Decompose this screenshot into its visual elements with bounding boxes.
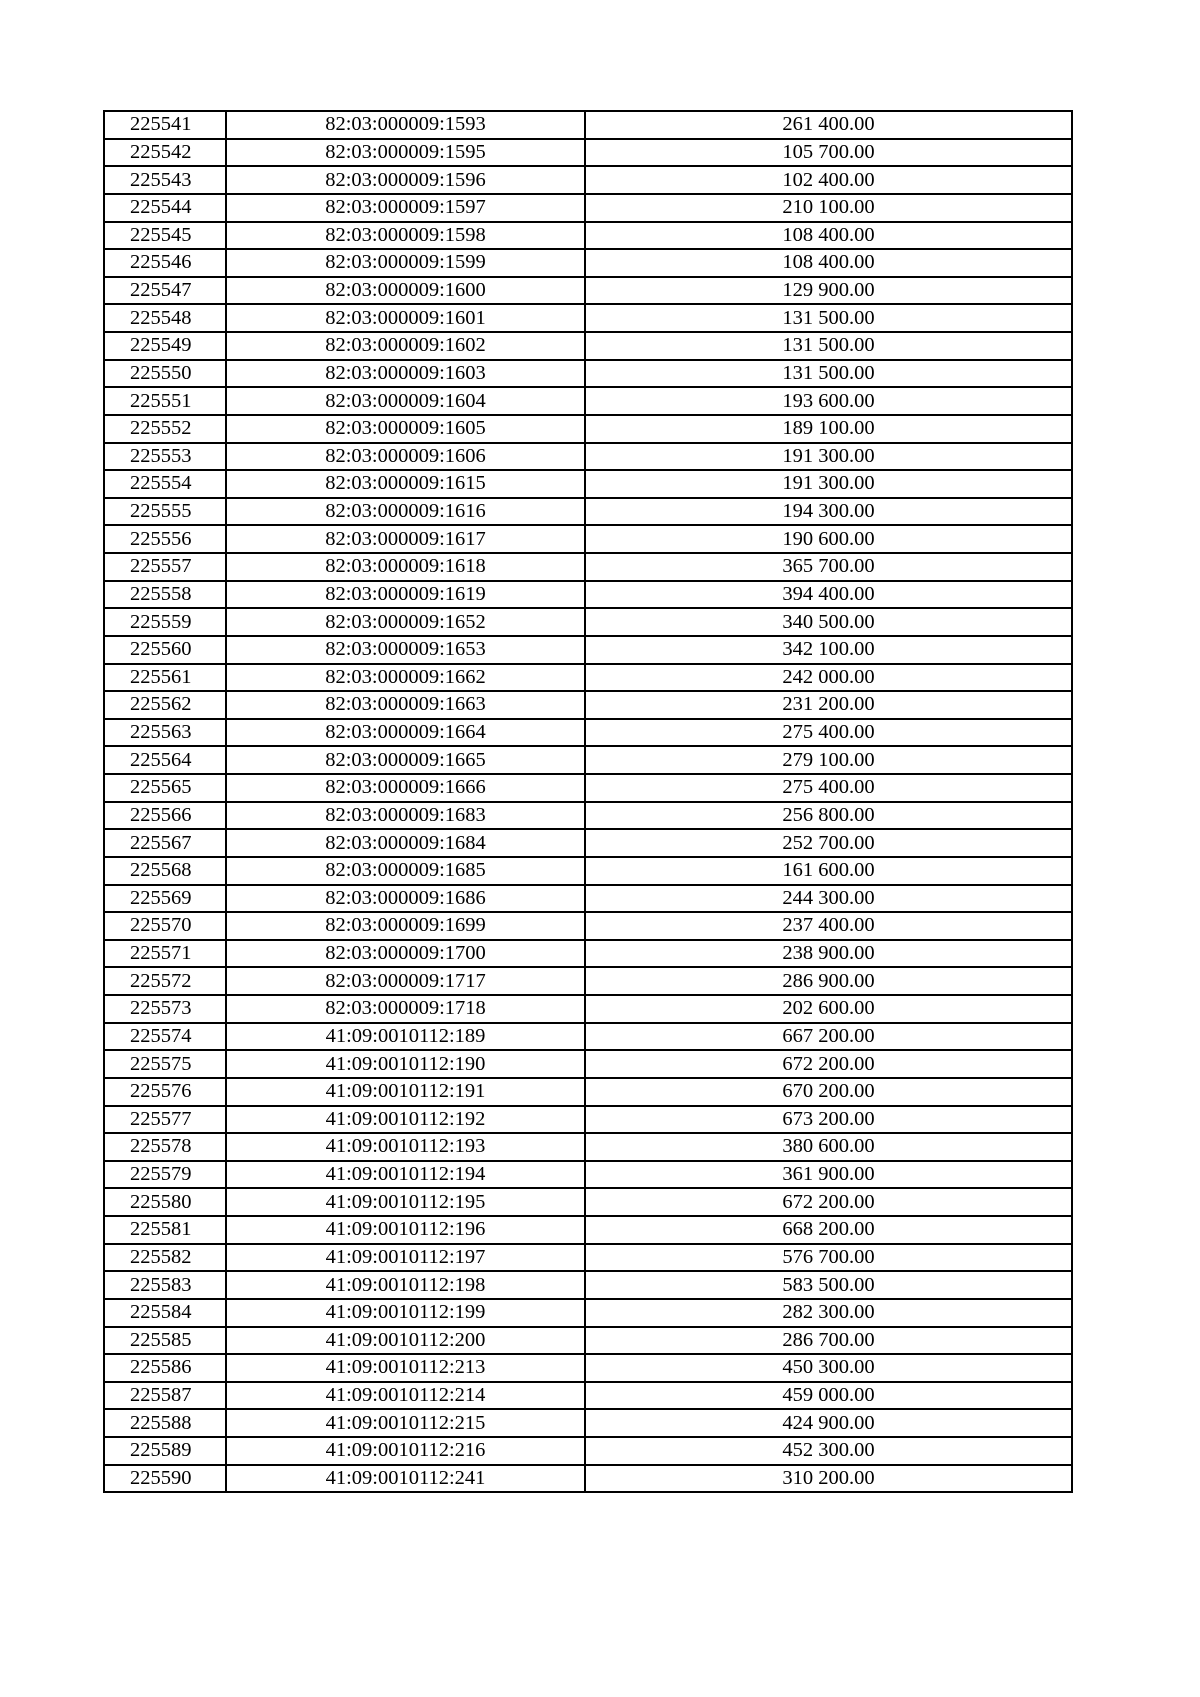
cadastral-value-cell: 105 700.00	[585, 139, 1072, 167]
row-number-cell: 225577	[104, 1106, 226, 1134]
table-row	[104, 249, 1072, 277]
table-row	[104, 774, 1072, 802]
cadastral-value-cell: 237 400.00	[585, 912, 1072, 940]
table-row	[104, 967, 1072, 995]
cadastral-number-cell: 82:03:000009:1602	[226, 332, 585, 360]
cadastral-value-cell: 275 400.00	[585, 719, 1072, 747]
row-number-cell: 225575	[104, 1050, 226, 1078]
cadastral-value-cell: 286 700.00	[585, 1327, 1072, 1355]
cadastral-number-cell: 82:03:000009:1597	[226, 194, 585, 222]
cadastral-number-cell: 82:03:000009:1616	[226, 498, 585, 526]
row-number-cell: 225550	[104, 360, 226, 388]
table-row	[104, 1382, 1072, 1410]
cadastral-number-cell: 82:03:000009:1699	[226, 912, 585, 940]
cadastral-number-cell: 82:03:000009:1593	[226, 111, 585, 139]
cadastral-number-cell: 82:03:000009:1653	[226, 636, 585, 664]
row-number-cell: 225584	[104, 1299, 226, 1327]
row-number-cell: 225585	[104, 1327, 226, 1355]
cadastral-value-cell: 242 000.00	[585, 664, 1072, 692]
cadastral-value-cell: 380 600.00	[585, 1133, 1072, 1161]
table-row	[104, 885, 1072, 913]
row-number-cell: 225568	[104, 857, 226, 885]
cadastral-value-cell: 191 300.00	[585, 443, 1072, 471]
cadastral-value-cell: 286 900.00	[585, 967, 1072, 995]
table-row	[104, 525, 1072, 553]
table-row	[104, 553, 1072, 581]
cadastral-number-cell: 82:03:000009:1652	[226, 608, 585, 636]
row-number-cell: 225581	[104, 1216, 226, 1244]
table-row	[104, 332, 1072, 360]
cadastral-value-cell: 667 200.00	[585, 1023, 1072, 1051]
cadastral-number-cell: 41:09:0010112:215	[226, 1409, 585, 1437]
row-number-cell: 225561	[104, 664, 226, 692]
row-number-cell: 225544	[104, 194, 226, 222]
row-number-cell: 225556	[104, 525, 226, 553]
cadastral-number-cell: 41:09:0010112:190	[226, 1050, 585, 1078]
table-row	[104, 746, 1072, 774]
cadastral-value-cell: 394 400.00	[585, 581, 1072, 609]
table-row	[104, 415, 1072, 443]
row-number-cell: 225564	[104, 746, 226, 774]
row-number-cell: 225541	[104, 111, 226, 139]
table-row	[104, 1409, 1072, 1437]
table-row	[104, 194, 1072, 222]
cadastral-number-cell: 41:09:0010112:192	[226, 1106, 585, 1134]
row-number-cell: 225588	[104, 1409, 226, 1437]
cadastral-value-cell: 310 200.00	[585, 1465, 1072, 1493]
cadastral-value-cell: 190 600.00	[585, 525, 1072, 553]
row-number-cell: 225562	[104, 691, 226, 719]
row-number-cell: 225570	[104, 912, 226, 940]
cadastral-value-cell: 576 700.00	[585, 1244, 1072, 1272]
row-number-cell: 225572	[104, 967, 226, 995]
cadastral-number-cell: 82:03:000009:1664	[226, 719, 585, 747]
cadastral-value-cell: 194 300.00	[585, 498, 1072, 526]
row-number-cell: 225553	[104, 443, 226, 471]
cadastral-value-cell: 108 400.00	[585, 222, 1072, 250]
cadastral-value-cell: 342 100.00	[585, 636, 1072, 664]
cadastral-number-cell: 82:03:000009:1596	[226, 166, 585, 194]
table-row	[104, 912, 1072, 940]
row-number-cell: 225567	[104, 829, 226, 857]
cadastral-value-cell: 672 200.00	[585, 1050, 1072, 1078]
cadastral-number-cell: 82:03:000009:1605	[226, 415, 585, 443]
table-row	[104, 995, 1072, 1023]
row-number-cell: 225566	[104, 802, 226, 830]
cadastral-value-cell: 424 900.00	[585, 1409, 1072, 1437]
cadastral-number-cell: 82:03:000009:1619	[226, 581, 585, 609]
cadastral-number-cell: 82:03:000009:1700	[226, 940, 585, 968]
cadastral-value-cell: 191 300.00	[585, 470, 1072, 498]
cadastral-number-cell: 82:03:000009:1686	[226, 885, 585, 913]
row-number-cell: 225543	[104, 166, 226, 194]
cadastral-number-cell: 41:09:0010112:197	[226, 1244, 585, 1272]
cadastral-value-cell: 129 900.00	[585, 277, 1072, 305]
cadastral-value-cell: 131 500.00	[585, 332, 1072, 360]
cadastral-number-cell: 82:03:000009:1598	[226, 222, 585, 250]
cadastral-number-cell: 41:09:0010112:196	[226, 1216, 585, 1244]
cadastral-number-cell: 82:03:000009:1595	[226, 139, 585, 167]
table-row	[104, 1437, 1072, 1465]
row-number-cell: 225574	[104, 1023, 226, 1051]
cadastral-value-cell: 231 200.00	[585, 691, 1072, 719]
cadastral-value-cell: 131 500.00	[585, 360, 1072, 388]
cadastral-value-cell: 102 400.00	[585, 166, 1072, 194]
cadastral-value-cell: 238 900.00	[585, 940, 1072, 968]
table-row	[104, 1271, 1072, 1299]
table-row	[104, 111, 1072, 139]
cadastral-number-cell: 41:09:0010112:193	[226, 1133, 585, 1161]
row-number-cell: 225549	[104, 332, 226, 360]
cadastral-value-cell: 256 800.00	[585, 802, 1072, 830]
table-row	[104, 691, 1072, 719]
cadastral-value-cell: 244 300.00	[585, 885, 1072, 913]
row-number-cell: 225559	[104, 608, 226, 636]
row-number-cell: 225552	[104, 415, 226, 443]
cadastral-value-cell: 365 700.00	[585, 553, 1072, 581]
cadastral-value-cell: 668 200.00	[585, 1216, 1072, 1244]
row-number-cell: 225576	[104, 1078, 226, 1106]
cadastral-number-cell: 41:09:0010112:200	[226, 1327, 585, 1355]
table-row	[104, 360, 1072, 388]
row-number-cell: 225558	[104, 581, 226, 609]
table-row	[104, 470, 1072, 498]
row-number-cell: 225579	[104, 1161, 226, 1189]
table-row	[104, 498, 1072, 526]
cadastral-value-cell: 673 200.00	[585, 1106, 1072, 1134]
cadastral-value-cell: 202 600.00	[585, 995, 1072, 1023]
row-number-cell: 225551	[104, 387, 226, 415]
cadastral-value-cell: 252 700.00	[585, 829, 1072, 857]
cadastral-number-cell: 82:03:000009:1606	[226, 443, 585, 471]
row-number-cell: 225547	[104, 277, 226, 305]
table-row	[104, 1465, 1072, 1493]
table-row	[104, 829, 1072, 857]
table-row	[104, 857, 1072, 885]
cadastral-value-cell: 261 400.00	[585, 111, 1072, 139]
cadastral-value-cell: 193 600.00	[585, 387, 1072, 415]
row-number-cell: 225569	[104, 885, 226, 913]
table-row	[104, 1023, 1072, 1051]
cadastral-value-cell: 340 500.00	[585, 608, 1072, 636]
table-row	[104, 1188, 1072, 1216]
row-number-cell: 225555	[104, 498, 226, 526]
table-row	[104, 1133, 1072, 1161]
cadastral-value-cell: 210 100.00	[585, 194, 1072, 222]
cadastral-value-cell: 161 600.00	[585, 857, 1072, 885]
cadastral-value-cell: 279 100.00	[585, 746, 1072, 774]
row-number-cell: 225582	[104, 1244, 226, 1272]
cadastral-number-cell: 41:09:0010112:198	[226, 1271, 585, 1299]
cadastral-value-cell: 189 100.00	[585, 415, 1072, 443]
cadastral-number-cell: 82:03:000009:1662	[226, 664, 585, 692]
cadastral-number-cell: 41:09:0010112:189	[226, 1023, 585, 1051]
cadastral-number-cell: 82:03:000009:1683	[226, 802, 585, 830]
table-row	[104, 664, 1072, 692]
cadastral-number-cell: 82:03:000009:1685	[226, 857, 585, 885]
cadastral-number-cell: 82:03:000009:1600	[226, 277, 585, 305]
row-number-cell: 225583	[104, 1271, 226, 1299]
table-row	[104, 608, 1072, 636]
cadastral-value-cell: 131 500.00	[585, 304, 1072, 332]
cadastral-number-cell: 82:03:000009:1666	[226, 774, 585, 802]
table-row	[104, 802, 1072, 830]
table-row	[104, 1078, 1072, 1106]
row-number-cell: 225563	[104, 719, 226, 747]
table-row	[104, 139, 1072, 167]
cadastral-number-cell: 82:03:000009:1663	[226, 691, 585, 719]
table-row	[104, 1161, 1072, 1189]
row-number-cell: 225545	[104, 222, 226, 250]
cadastral-number-cell: 41:09:0010112:214	[226, 1382, 585, 1410]
table-row	[104, 1050, 1072, 1078]
table-body	[104, 111, 1072, 1492]
cadastral-number-cell: 82:03:000009:1717	[226, 967, 585, 995]
cadastral-number-cell: 82:03:000009:1684	[226, 829, 585, 857]
cadastral-value-cell: 282 300.00	[585, 1299, 1072, 1327]
table-row	[104, 304, 1072, 332]
row-number-cell: 225578	[104, 1133, 226, 1161]
table-row	[104, 719, 1072, 747]
table-row	[104, 1106, 1072, 1134]
table-row	[104, 940, 1072, 968]
row-number-cell: 225590	[104, 1465, 226, 1493]
table-row	[104, 1354, 1072, 1382]
cadastral-value-cell: 670 200.00	[585, 1078, 1072, 1106]
table-row	[104, 277, 1072, 305]
cadastral-value-cell: 452 300.00	[585, 1437, 1072, 1465]
row-number-cell: 225557	[104, 553, 226, 581]
cadastral-number-cell: 82:03:000009:1601	[226, 304, 585, 332]
cadastral-number-cell: 41:09:0010112:194	[226, 1161, 585, 1189]
row-number-cell: 225589	[104, 1437, 226, 1465]
cadastral-number-cell: 82:03:000009:1599	[226, 249, 585, 277]
cadastral-number-cell: 41:09:0010112:213	[226, 1354, 585, 1382]
table-row	[104, 581, 1072, 609]
table-row	[104, 1299, 1072, 1327]
row-number-cell: 225546	[104, 249, 226, 277]
cadastral-number-cell: 82:03:000009:1603	[226, 360, 585, 388]
cadastral-value-cell: 361 900.00	[585, 1161, 1072, 1189]
row-number-cell: 225580	[104, 1188, 226, 1216]
row-number-cell: 225587	[104, 1382, 226, 1410]
table-row	[104, 166, 1072, 194]
cadastral-number-cell: 82:03:000009:1618	[226, 553, 585, 581]
cadastral-value-cell: 672 200.00	[585, 1188, 1072, 1216]
row-number-cell: 225573	[104, 995, 226, 1023]
row-number-cell: 225565	[104, 774, 226, 802]
row-number-cell: 225554	[104, 470, 226, 498]
cadastral-number-cell: 82:03:000009:1718	[226, 995, 585, 1023]
table-row	[104, 222, 1072, 250]
cadastral-value-cell: 450 300.00	[585, 1354, 1072, 1382]
cadastral-number-cell: 41:09:0010112:216	[226, 1437, 585, 1465]
cadastral-value-cell: 459 000.00	[585, 1382, 1072, 1410]
cadastral-number-cell: 41:09:0010112:241	[226, 1465, 585, 1493]
cadastral-number-cell: 82:03:000009:1665	[226, 746, 585, 774]
table-row	[104, 1216, 1072, 1244]
row-number-cell: 225586	[104, 1354, 226, 1382]
row-number-cell: 225548	[104, 304, 226, 332]
cadastral-number-cell: 41:09:0010112:195	[226, 1188, 585, 1216]
row-number-cell: 225560	[104, 636, 226, 664]
cadastral-value-table	[103, 110, 1073, 1493]
cadastral-number-cell: 82:03:000009:1617	[226, 525, 585, 553]
cadastral-number-cell: 82:03:000009:1615	[226, 470, 585, 498]
cadastral-value-cell: 275 400.00	[585, 774, 1072, 802]
table-row	[104, 1327, 1072, 1355]
cadastral-value-cell: 108 400.00	[585, 249, 1072, 277]
row-number-cell: 225542	[104, 139, 226, 167]
table-row	[104, 1244, 1072, 1272]
table-row	[104, 387, 1072, 415]
cadastral-number-cell: 41:09:0010112:191	[226, 1078, 585, 1106]
row-number-cell: 225571	[104, 940, 226, 968]
table-row	[104, 636, 1072, 664]
cadastral-number-cell: 82:03:000009:1604	[226, 387, 585, 415]
table-row	[104, 443, 1072, 471]
cadastral-value-cell: 583 500.00	[585, 1271, 1072, 1299]
cadastral-number-cell: 41:09:0010112:199	[226, 1299, 585, 1327]
